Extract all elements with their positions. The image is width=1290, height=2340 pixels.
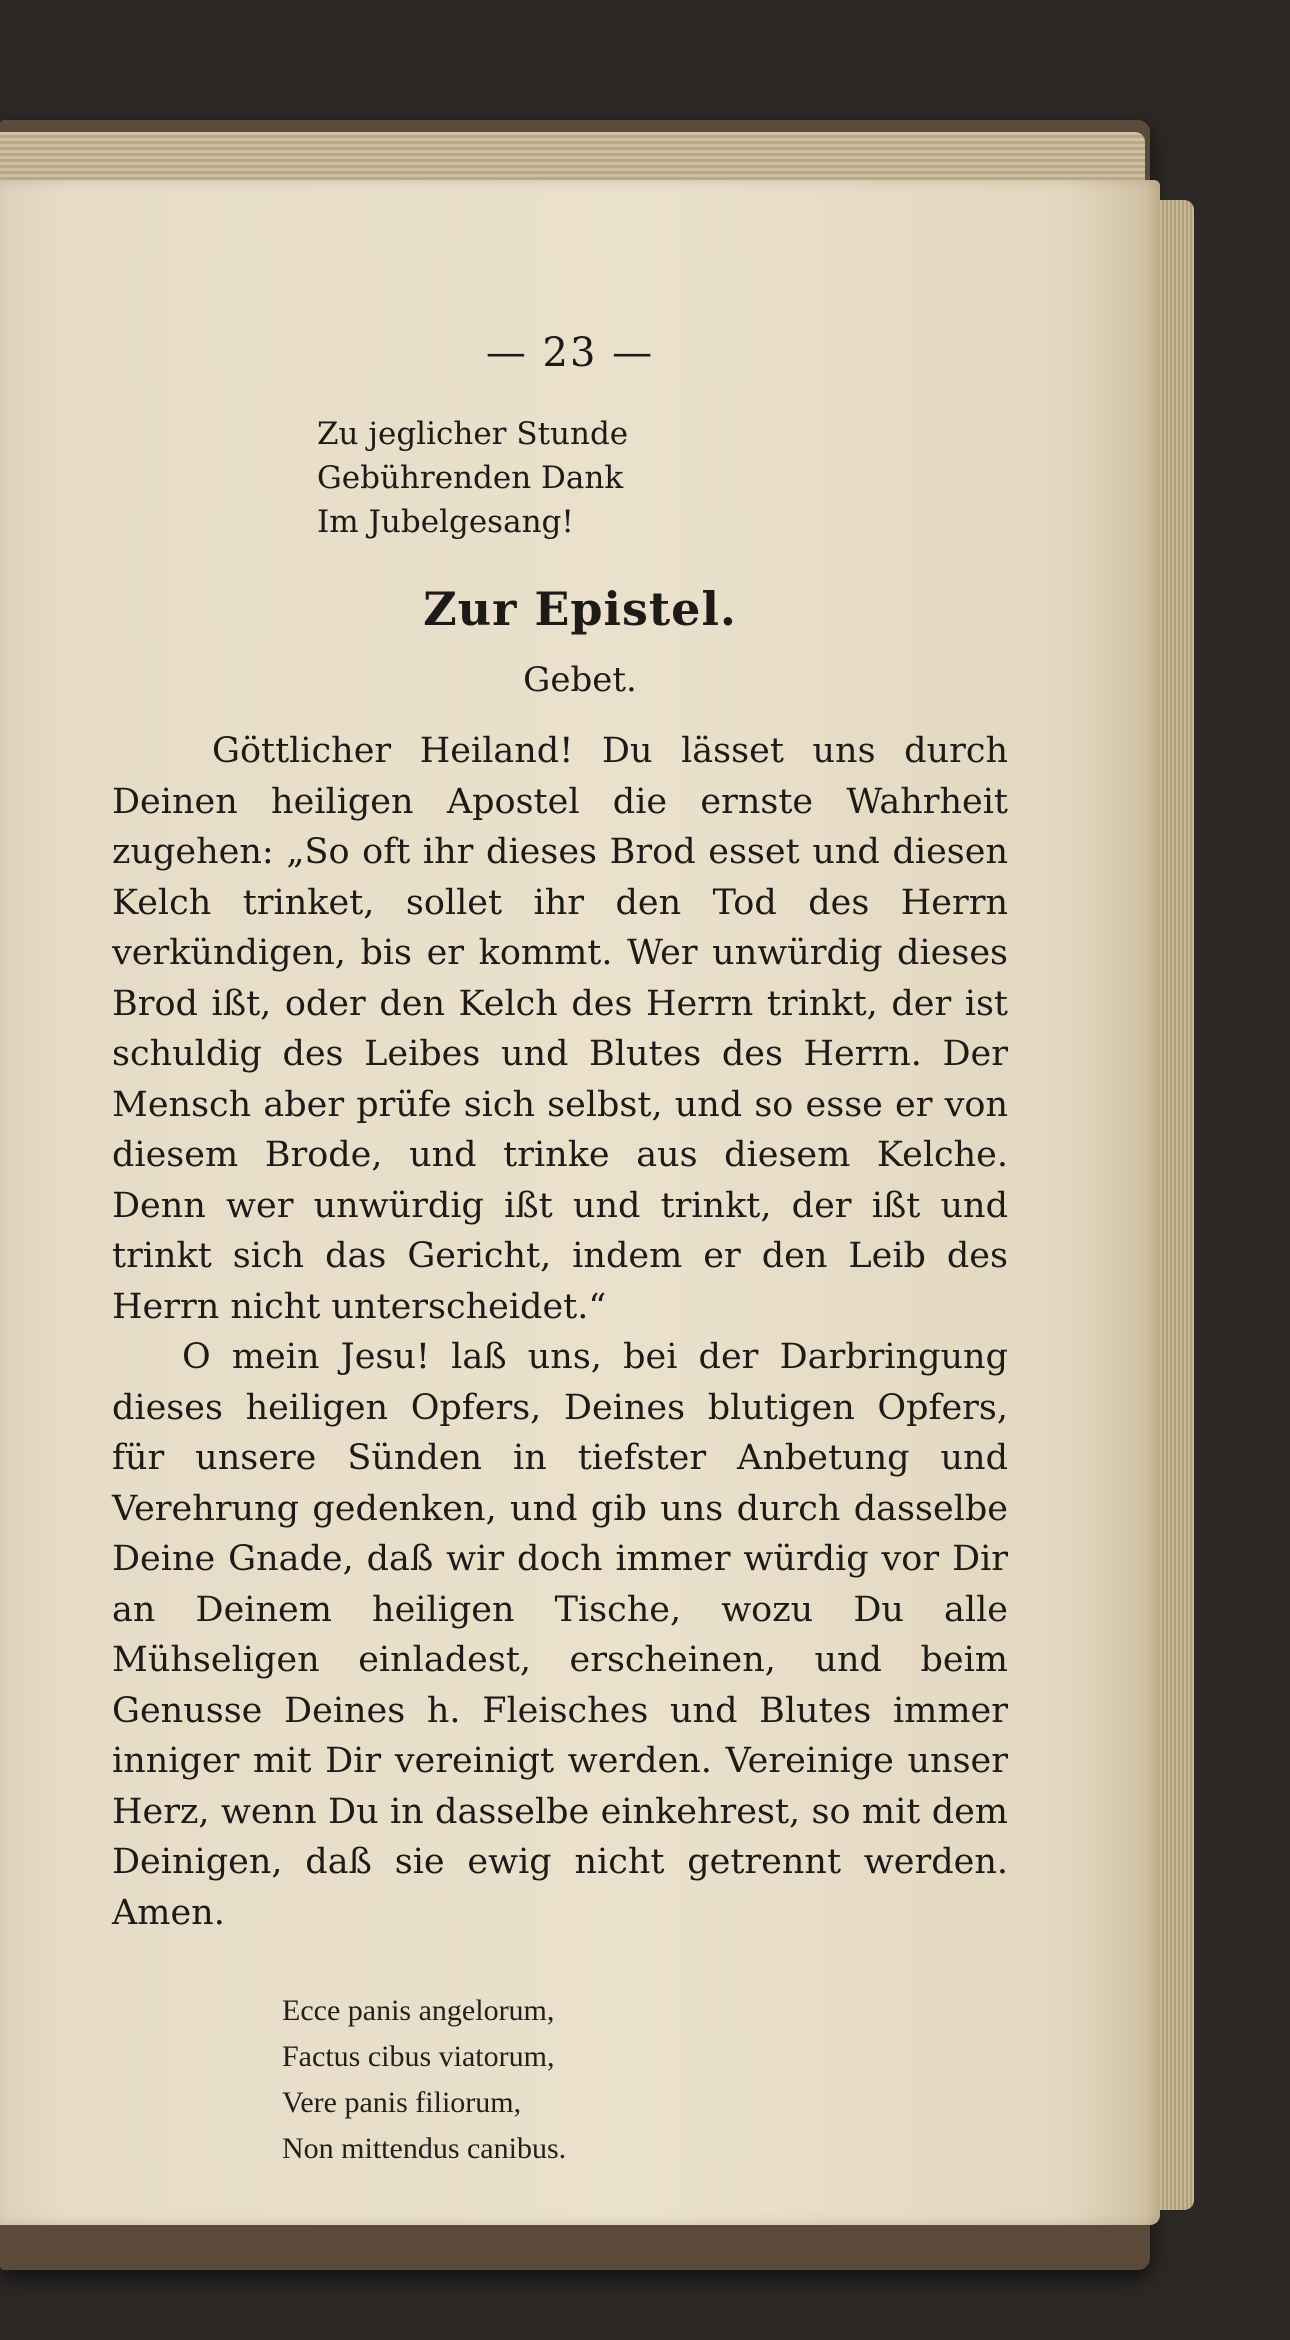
latin-line: Vere panis filiorum, [282, 2086, 522, 2119]
verse-line: Gebührenden Dank [317, 460, 624, 496]
section-heading: Zur Epistel. [423, 582, 737, 636]
latin-line: Factus cibus viatorum, [282, 2040, 555, 2073]
page-number: — 23 — [485, 330, 655, 376]
section-subheading: Gebet. [523, 660, 637, 700]
verse-line: Zu jeglicher Stunde [317, 416, 629, 452]
page-text-block [112, 330, 1008, 2172]
prayer-paragraph-1: Göttlicher Heiland! Du lässet uns durch Deinen heiligen Apostel die ernste Wahrheit zugehen: „So oft ihr dieses Brod esset und diesen Kelch trinket, sollet ihr den Tod des Herrn verkündigen, bis er kommt. Wer unwürdig dieses Brod ißt, oder den Kelch des Herrn trinkt, der ist schuldig des Leibes und Blutes des Herrn. Der Mensch aber prüfe sich selbst, und so esse er von diesem Brode, und trinke aus diesem Kelche. Denn wer unwürdig ißt und trinkt, der ißt und trinkt sich das Gericht, indem er den Leib des Herrn nicht unterscheidet.“ [112, 731, 1008, 1327]
prayer-paragraph-2: O mein Jesu! laß uns, bei der Darbringung dieses heiligen Opfers, Deines blutigen Opfers, für unsere Sünden in tiefster Anbetung und Verehrung gedenken, und gib uns durch dasselbe Deine Gnade, daß wir doch immer würdig vor Dir an Deinem heiligen Tische, wozu Du alle Mühseligen einladest, erscheinen, und beim Genusse Deines h. Fleisches und Blutes immer inniger mit Dir vereinigt werden. Vereinige unser Herz, wenn Du in dasselbe einkehrest, so mit dem Deinigen, daß sie ewig nicht getrennt werden. Amen. [112, 1337, 1008, 1933]
page-side-edge [1160, 200, 1194, 2210]
verse-line: Im Jubelgesang! [317, 504, 574, 540]
latin-line: Ecce panis angelorum, [282, 1994, 555, 2027]
latin-hymn [282, 1988, 1008, 2172]
verse-stanza [317, 412, 1008, 544]
latin-line: Non mittendus canibus. [282, 2132, 567, 2165]
